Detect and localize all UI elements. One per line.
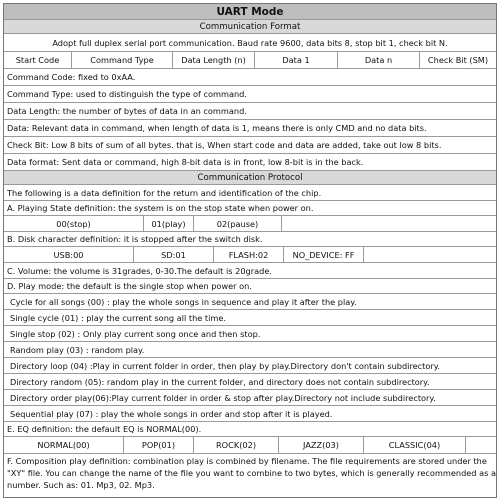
play-mode-item: Single stop (02) : Only play current song once and then stop. xyxy=(4,326,496,342)
format-line: Command Code: fixed to 0xAA. xyxy=(4,69,496,86)
protocol-intro: The following is a data definition for the return and identification of the chip. xyxy=(4,185,496,201)
format-columns-row xyxy=(4,52,496,69)
communication-protocol-header: Communication Protocol xyxy=(4,171,496,185)
column-check-bit: Check Bit (SM) xyxy=(427,55,489,65)
eq-label: E. EQ definition: the default EQ is NORMAL(00). xyxy=(4,422,496,437)
column-start-code: Start Code xyxy=(4,52,72,68)
eq-values xyxy=(4,437,496,454)
format-line: Data: Relevant data in command, when length of data is 1, means there is only CMD and no data bits. xyxy=(4,120,496,137)
disk-value: FLASH:02 xyxy=(214,247,284,262)
play-mode-item: Directory loop (04) :Play in current folder in order, then play by play.Directory don't contain subdirectory. xyxy=(4,358,496,374)
page-title: UART Mode xyxy=(4,4,496,20)
play-mode-label: D. Play mode: the default is the single stop when power on. xyxy=(4,279,496,294)
disk-label: B. Disk character definition: it is stopped after the switch disk. xyxy=(4,232,496,247)
play-mode-item: Directory random (05): random play in the current folder, and directory does not contain subdirectory. xyxy=(4,374,496,390)
communication-format-header: Communication Format xyxy=(4,20,496,34)
state-value: 01(play) xyxy=(144,216,194,231)
playing-state-label: A. Playing State definition: the system is on the stop state when power on. xyxy=(4,201,496,216)
play-mode-item: Single cycle (01) : play the current song all the time. xyxy=(4,310,496,326)
state-value: 02(pause) xyxy=(194,216,282,231)
column-data-n: Data n xyxy=(338,52,420,68)
composition-line: F. Composition play definition: combination play is combined by filename. The file requirements are stored under the "XY" file. You can change the name of the file you want to combine to two bytes, which is generally recommended as a number. Such as: 01. Mp3, 02. Mp3. xyxy=(7,456,496,490)
eq-value: ROCK(02) xyxy=(194,437,279,453)
disk-value: SD:01 xyxy=(134,247,214,262)
disk-values xyxy=(4,247,496,263)
column-command-type: Command Type xyxy=(72,52,173,68)
playing-state-values xyxy=(4,216,496,232)
state-value: 00(stop) xyxy=(4,216,144,231)
eq-value: CLASSIC(04) xyxy=(364,437,466,453)
column-data-length: Data Length (n) xyxy=(173,52,255,68)
format-line: Check Bit: Low 8 bits of sum of all bytes. that is, When start code and data are added, take out low 8 bits. xyxy=(4,137,496,154)
format-line: Data Length: the number of bytes of data in an command. xyxy=(4,103,496,120)
disk-value: NO_DEVICE: FF xyxy=(284,247,364,262)
column-data-1: Data 1 xyxy=(255,52,338,68)
format-intro: Adopt full duplex serial port communication. Baud rate 9600, data bits 8, stop bit 1, check bit N. xyxy=(4,34,496,52)
disk-value: USB:00 xyxy=(4,247,134,262)
play-mode-item: Random play (03) : random play. xyxy=(4,342,496,358)
eq-value: JAZZ(03) xyxy=(279,437,364,453)
eq-value: POP(01) xyxy=(124,437,194,453)
volume-line: C. Volume: the volume is 31grades, 0-30.The default is 20grade. xyxy=(4,263,496,279)
play-mode-item: Sequential play (07) : play the whole songs in order and stop after it is played. xyxy=(4,406,496,422)
uart-mode-document xyxy=(3,3,497,498)
play-mode-item: Cycle for all songs (00) : play the whole songs in sequence and play it after the play. xyxy=(4,294,496,310)
format-line: Command Type: used to distinguish the type of command. xyxy=(4,86,496,103)
play-mode-item: Directory order play(06):Play current folder in order & stop after play.Directory not include subdirectory. xyxy=(4,390,496,406)
eq-value: NORMAL(00) xyxy=(4,437,124,453)
format-line: Data format: Sent data or command, high 8-bit data is in front, low 8-bit is in the back. xyxy=(4,154,496,171)
